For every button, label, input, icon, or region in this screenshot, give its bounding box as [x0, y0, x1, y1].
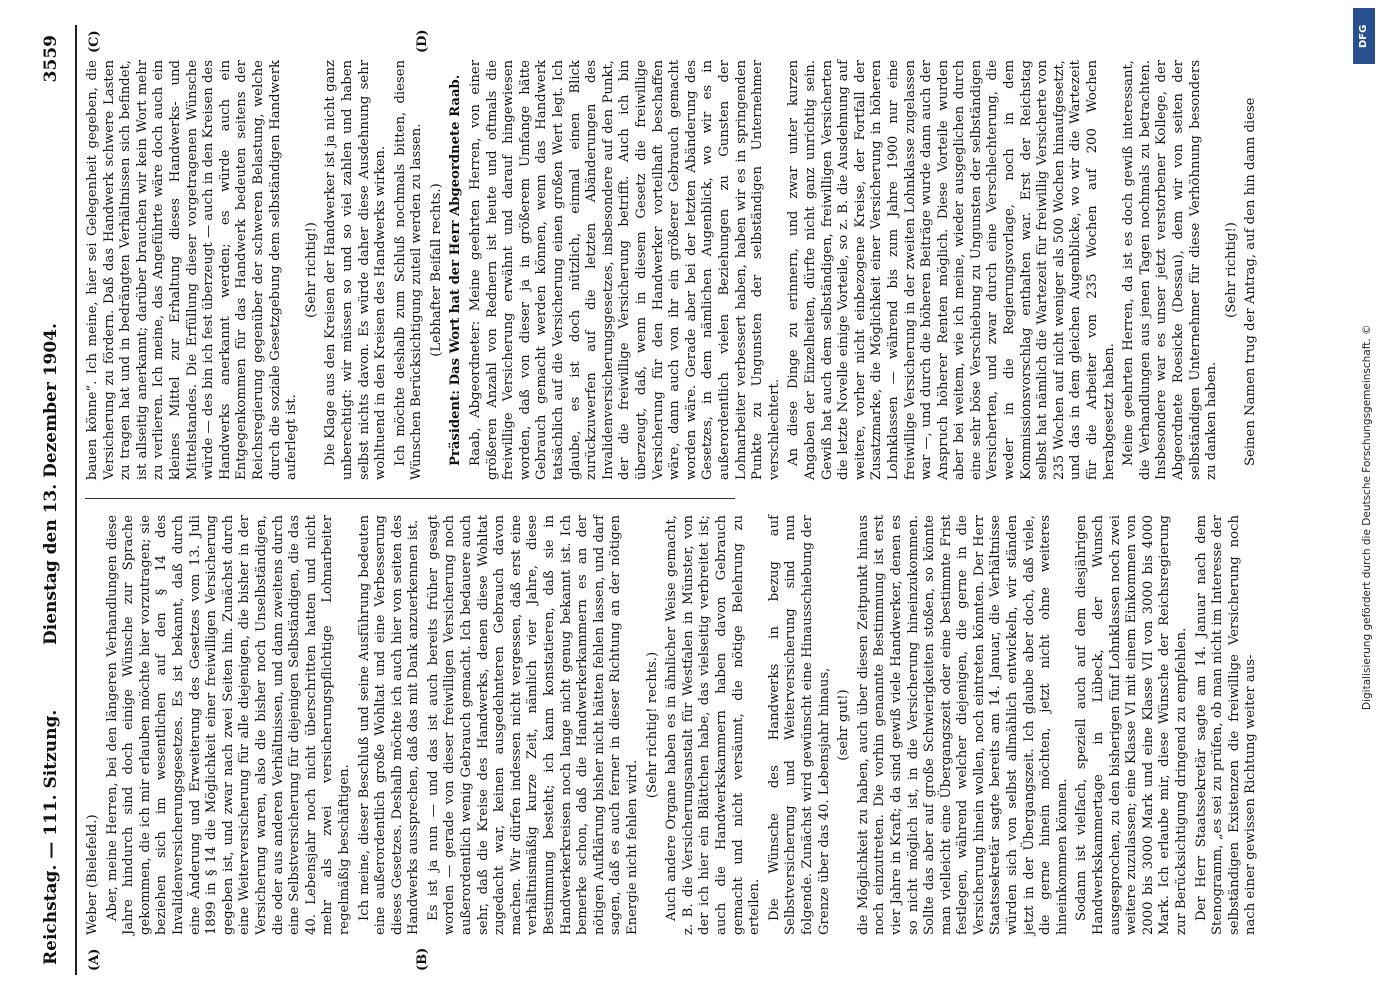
- interjection: (Sehr richtig!): [303, 222, 319, 318]
- interjection: (Sehr richtig!): [1223, 222, 1239, 318]
- margin-marker-b: (B): [415, 947, 430, 971]
- margin-marker-d: (D): [415, 29, 430, 53]
- text-column-left: [85, 515, 1259, 935]
- paragraph: Die Klage aus den Kreisen der Handwerker ist ja nicht ganz unberechtigt: wir müssen so und so viel zahlen und haben selbst nichts davon. Es würde daher diese Ausdehnung sehr wohltuend in den Kreisen des Handwerks wirken.: [323, 60, 389, 480]
- paragraph: Ich meine, dieser Beschluß und seine Ausführung bedeuten eine außerordentlich große Wohltat und eine Verbesserung dieses Gesetzes. Deshalb möchte ich auch hier von seiten des Handwerks aussprechen, daß das mit Dank anzuerkennen ist.: [356, 515, 422, 935]
- margin-marker-c: (C): [87, 30, 102, 53]
- paragraph: bauen könne“. Ich meine, hier sei Gelegenheit gegeben, die Versicherung zu fördern. Daß das Handwerk schwere Lasten zu tragen hat und in bedrängten Verhältnissen sich befindet, ist allseitig anerkannt; darüber brauchen wir kein Wort mehr zu verlieren. Ich meine, das Angeführte wäre doch auch ein kleines Mittel zur Erhaltung dieses Handwerks- und Mittelstandes. Die Erfüllung dieser vorgetragenen Wünsche würde — des bin ich fest überzeugt — auch in den Kreisen des Handwerks anerkannt werden; es würde auch ein Entgegenkommen für das Handwerk bedeuten seitens der Reichsregierung gegenüber der schweren Belastung, welche durch die soziale Gesetzgebung dem selbständigen Handwerk auferlegt ist.: [85, 60, 300, 480]
- paragraph: Meine geehrten Herren, da ist es doch gewiß interessant, die Verhandlungen aus jenen Tagen nochmals zu betrachten. Insbesondere war es unser jetzt verstorbener Kollege, der Abgeordnete Roesicke (Dessau), dem wir von seiten der selbständigen Unternehmer für diese Verhöhnung besonders zu danken haben.: [1121, 60, 1220, 480]
- speaker-name: Weber (Bielefeld.): [85, 814, 100, 935]
- page-header: [35, 25, 69, 975]
- paragraph: Raab, Abgeordneter: Meine geehrten Herren, von einer größeren Anzahl von Rednern ist heute und oftmals die freiwillige Versicherung erwähnt und darauf hingewiesen worden, daß von dieser ja in größerem Umfange hätte Gebrauch gemacht werden können, wenn das Handwerk tatsächlich auf die Versicherung einen großen Wert legt. Ich glaube, es ist doch nützlich, einmal einen Blick zurückzuwerfen auf die letzten Abänderungen des Invalidenversicherungsgesetzes, insbesondere auf den Punkt, der die freiwillige Versicherung betrifft. Auch ich bin überzeugt, daß, wenn in diesem Gesetz die freiwillige Versicherung für den Handwerker vorteilhaft beschaffen wäre, dann auch von ihr ein größerer Gebrauch gemacht worden wäre. Gerade aber bei der letzten Abänderung des Gesetzes, in dem nämlichen Augenblick, wo wir es in außerordentlich vielen Beziehungen zu Gunsten der Lohnarbeiter verbessert haben, haben wir es in springenden Punkte zu Ungunsten der selbständigen Unternehmer verschlechtert.: [468, 60, 782, 480]
- header-left: Reichstag. — 111. Sitzung.: [41, 709, 61, 965]
- interjection: (sehr gut!): [836, 689, 852, 761]
- text-column-right: [85, 60, 1259, 480]
- paragraph: An diese Dinge zu erinnern, und zwar unter kurzen Angaben der Einzelheiten, dürfte nicht ganz unrichtig sein. Gewiß hat auch dem selbständigen, freiwilligen Versicherten die letzte Novelle einige Vorteile, so z. B. die Ausdehnung auf weitere, vorher nicht einbezogene Kreise, der Fortfall der Zusatzmarke, die Möglichkeit einer Versicherung in höheren Lohnklassen — während bis zum Jahre 1900 nur eine freiwillige Versicherung in der zweiten Lohnklasse zugelassen war —, und durch die höheren Beiträge wurde dann auch der Anspruch höherer Renten möglich. Diese Vorteile wurden aber bei weitem, wie ich meine, wieder ausgeglichen durch eine sehr böse Verschiebung zu Ungunsten der selbständigen Versicherten, und zwar durch eine Verschlechterung, die weder in die Regierungsvorlage, noch in dem Kommissionsvorschlag enthalten war. Erst der Reichstag selbst hat nämlich die Wartezeit für freiwillig Versicherte von 235 Wochen auf nicht weniger als 500 Wochen hinaufgesetzt, und das in dem gleichen Augenblicke, wo wir die Wartezeit für die Arbeiter von 235 Wochen auf 200 Wochen herabgesetzt haben.: [786, 60, 1117, 480]
- column-divider: [85, 498, 735, 499]
- interjection: (Lebhafter Beifall rechts.): [428, 183, 444, 357]
- paragraph: Ich möchte deshalb zum Schluß nochmals bitten, diesen Wünschen Berücksichtigung zuteil werden zu lassen.: [392, 60, 425, 480]
- paragraph: die Möglichkeit zu haben, auch über diesen Zeitpunkt hinaus noch einzutreten. Die vorhin genannte Bestimmung ist erst vier Jahre in Kraft; da sind gewiß viele Handwerker, denen es so nicht möglich ist, in die Versicherung hineinzukommen. Sollte das aber auf große Schwierigkeiten stoßen, so könnte man vielleicht eine Übergangszeit oder eine bestimmte Frist festlegen, während welcher diejenigen, die gerne in die Versicherung hinein wollen, noch eintreten könnten. Der Herr Staatssekretär sagte bereits am 14. Januar, die Verhältnisse würden sich von selbst allmählich entwickeln, wir ständen jetzt in der Übergangszeit. Ich glaube aber doch, daß viele, die gerne hinein möchten, jetzt nicht ohne weiteres hineinkommen können.: [855, 515, 1070, 935]
- header-rule: [75, 25, 77, 975]
- side-note-wrap: [1358, 70, 1378, 710]
- president-announcement: Präsident: Das Wort hat der Herr Abgeordnete Raab.: [448, 74, 464, 466]
- page-number: 3559: [41, 35, 61, 83]
- paragraph: Die Wünsche des Handwerks in bezug auf Selbstversicherung und Weiterversicherung sind nun folgende. Zunächst wird gewünscht eine Hinausschiebung der Grenze über das 40. Lebensjahr hinaus,: [766, 515, 832, 935]
- paragraph: Der Herr Staatssekretär sagte am 14. Januar nach dem Stenogramm, „es sei zu prüfen, ob man nicht im Interesse der selbständigen Existenzen die freiwillige Versicherung noch nach einer gewissen Richtung weiter aus-: [1193, 515, 1259, 935]
- paragraph: Aber, meine Herren, bei den längeren Verhandlungen diese Jahre hindurch sind doch einige Wünsche zur Sprache gekommen, die ich mir erlauben möchte hier vorzutragen; sie beziehen sich im wesentlichen auf den § 14 des Invalidenversicherungsgesetzes. Es ist bekannt, daß durch eine Änderung und Erweiterung des Gesetzes vom 13. Juli 1899 in § 14 die Möglichkeit einer freiwilligen Versicherung gegeben ist, und zwar nach zwei Seiten hin. Zunächst durch eine Weiterversicherung für alle diejenigen, die bisher in der Versicherung waren, also die bisher noch Unselbständigen, die oder aus anderen Verhältnissen, und dann zweitens durch eine Selbstversicherung für diejenigen Selbständigen, die das 40. Lebensjahr noch nicht überschritten hatten und nicht mehr als zwei versicherungspflichtige Lohnarbeiter regelmäßig beschäftigen.: [104, 515, 352, 935]
- interjection: (Sehr richtig! rechts.): [644, 651, 660, 799]
- rotated-document: [35, 25, 1345, 975]
- paragraph: Seinen Namen trug der Antrag, auf den hin dann diese: [1243, 97, 1259, 466]
- digitization-note: Digitalisierung gefördert durch die Deutsche Forschungsgemeinschaft. ©: [1361, 324, 1373, 710]
- paragraph: Es ist ja nun — und das ist auch bereits früher gesagt worden — gerade von dieser freiwilligen Versicherung noch außerordentlich wenig Gebrauch gemacht. Ich bedauere auch sehr, daß die Kreise des Handwerks, denen diese Wohltat zugedacht war, keinen ausgedehnteren Gebrauch davon machen. Wir dürfen indessen nicht vergessen, daß erst eine verhältnismäßig kurze Zeit, nämlich vier Jahre, diese Bestimmung besteht; ich kann konstatieren, daß sie in Handwerkerkreisen noch lange nicht genug bekannt ist. Ich bemerke schon, daß die Handwerkerkammern es an der nötigen Aufklärung bisher nicht hätten fehlen lassen, und darf sagen, daß es auch ferner in dieser Richtung an der nötigen Energie nicht fehlen wird.: [425, 515, 640, 935]
- paragraph: Sodann ist vielfach, speziell auch auf dem diesjährigen Handwerkskammertage in Lübeck, der Wunsch ausgesprochen, zu den bisherigen fünf Lohnklassen noch zwei weitere zuzulassen; eine Klasse VI mit einem Einkommen von 2000 bis 3000 Mark und eine Klasse VII von 3000 bis 4000 Mark. Ich erlaube mir, diese Wünsche der Reichsregierung zur Berücksichtigung dringend zu empfehlen.: [1074, 515, 1189, 935]
- header-date: Dienstag den 13. Dezember 1904.: [41, 323, 61, 645]
- dfg-logo: DFG: [1353, 8, 1375, 64]
- margin-marker-a: (A): [87, 948, 102, 971]
- paragraph: Auch andere Organe haben es in ähnlicher Weise gemacht, z. B. die Versicherungsanstalt für Westfalen in Münster, von der ich hier ein Blättchen habe, das vielseitig verbreitet ist; auch die Handwerkskammern haben davon Gebrauch gemacht und nicht versäumt, die nötige Belehrung zu erteilen.: [664, 515, 763, 935]
